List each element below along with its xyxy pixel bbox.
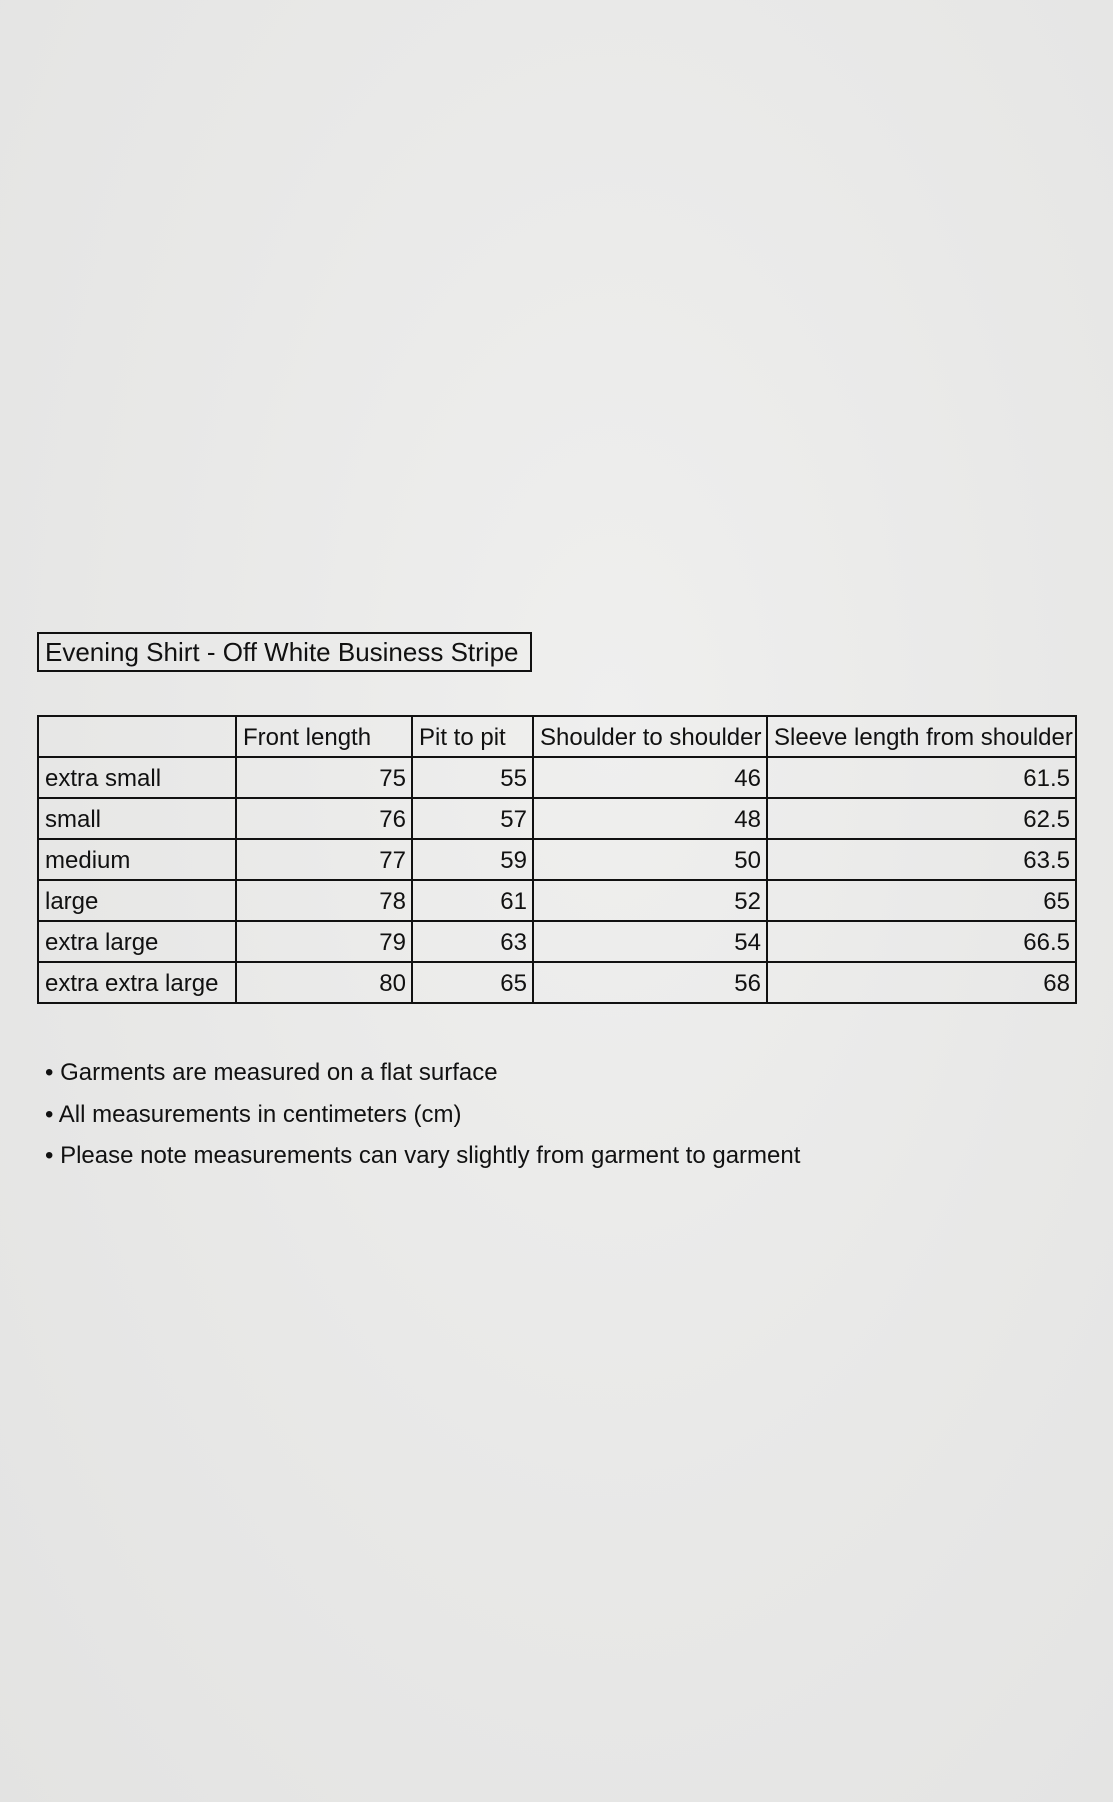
front-length-value: 77 bbox=[236, 839, 412, 880]
sleeve-length-value: 68 bbox=[767, 962, 1076, 1003]
size-label: extra extra large bbox=[38, 962, 236, 1003]
shoulder-to-shoulder-value: 54 bbox=[533, 921, 767, 962]
size-label: medium bbox=[38, 839, 236, 880]
header-shoulder-to-shoulder: Shoulder to shoulder bbox=[533, 716, 767, 757]
shoulder-to-shoulder-value: 56 bbox=[533, 962, 767, 1003]
pit-to-pit-value: 65 bbox=[412, 962, 533, 1003]
front-length-value: 80 bbox=[236, 962, 412, 1003]
table-row bbox=[38, 839, 1076, 880]
pit-to-pit-value: 61 bbox=[412, 880, 533, 921]
header-size-column bbox=[38, 716, 236, 757]
front-length-value: 75 bbox=[236, 757, 412, 798]
pit-to-pit-value: 59 bbox=[412, 839, 533, 880]
front-length-value: 76 bbox=[236, 798, 412, 839]
table-row bbox=[38, 880, 1076, 921]
note-item: • Garments are measured on a flat surface bbox=[45, 1059, 498, 1086]
table-header-row bbox=[38, 716, 1076, 757]
shoulder-to-shoulder-value: 46 bbox=[533, 757, 767, 798]
header-sleeve-length: Sleeve length from shoulder bbox=[767, 716, 1076, 757]
sleeve-length-value: 63.5 bbox=[767, 839, 1076, 880]
measurement-notes bbox=[45, 1052, 800, 1177]
sleeve-length-value: 61.5 bbox=[767, 757, 1076, 798]
table-row bbox=[38, 798, 1076, 839]
front-length-value: 78 bbox=[236, 880, 412, 921]
shoulder-to-shoulder-value: 50 bbox=[533, 839, 767, 880]
table-row bbox=[38, 962, 1076, 1003]
front-length-value: 79 bbox=[236, 921, 412, 962]
size-label: extra small bbox=[38, 757, 236, 798]
table-row bbox=[38, 757, 1076, 798]
sleeve-length-value: 66.5 bbox=[767, 921, 1076, 962]
page-title: Evening Shirt - Off White Business Stripe bbox=[37, 632, 532, 672]
pit-to-pit-value: 57 bbox=[412, 798, 533, 839]
sleeve-length-value: 62.5 bbox=[767, 798, 1076, 839]
sleeve-length-value: 65 bbox=[767, 880, 1076, 921]
table-row bbox=[38, 921, 1076, 962]
size-label: large bbox=[38, 880, 236, 921]
shoulder-to-shoulder-value: 48 bbox=[533, 798, 767, 839]
header-front-length: Front length bbox=[236, 716, 412, 757]
size-label: extra large bbox=[38, 921, 236, 962]
pit-to-pit-value: 63 bbox=[412, 921, 533, 962]
size-chart-table bbox=[37, 715, 1077, 1004]
shoulder-to-shoulder-value: 52 bbox=[533, 880, 767, 921]
note-item: • Please note measurements can vary slightly from garment to garment bbox=[45, 1142, 801, 1169]
pit-to-pit-value: 55 bbox=[412, 757, 533, 798]
header-pit-to-pit: Pit to pit bbox=[412, 716, 533, 757]
size-label: small bbox=[38, 798, 236, 839]
note-item: • All measurements in centimeters (cm) bbox=[45, 1100, 462, 1128]
